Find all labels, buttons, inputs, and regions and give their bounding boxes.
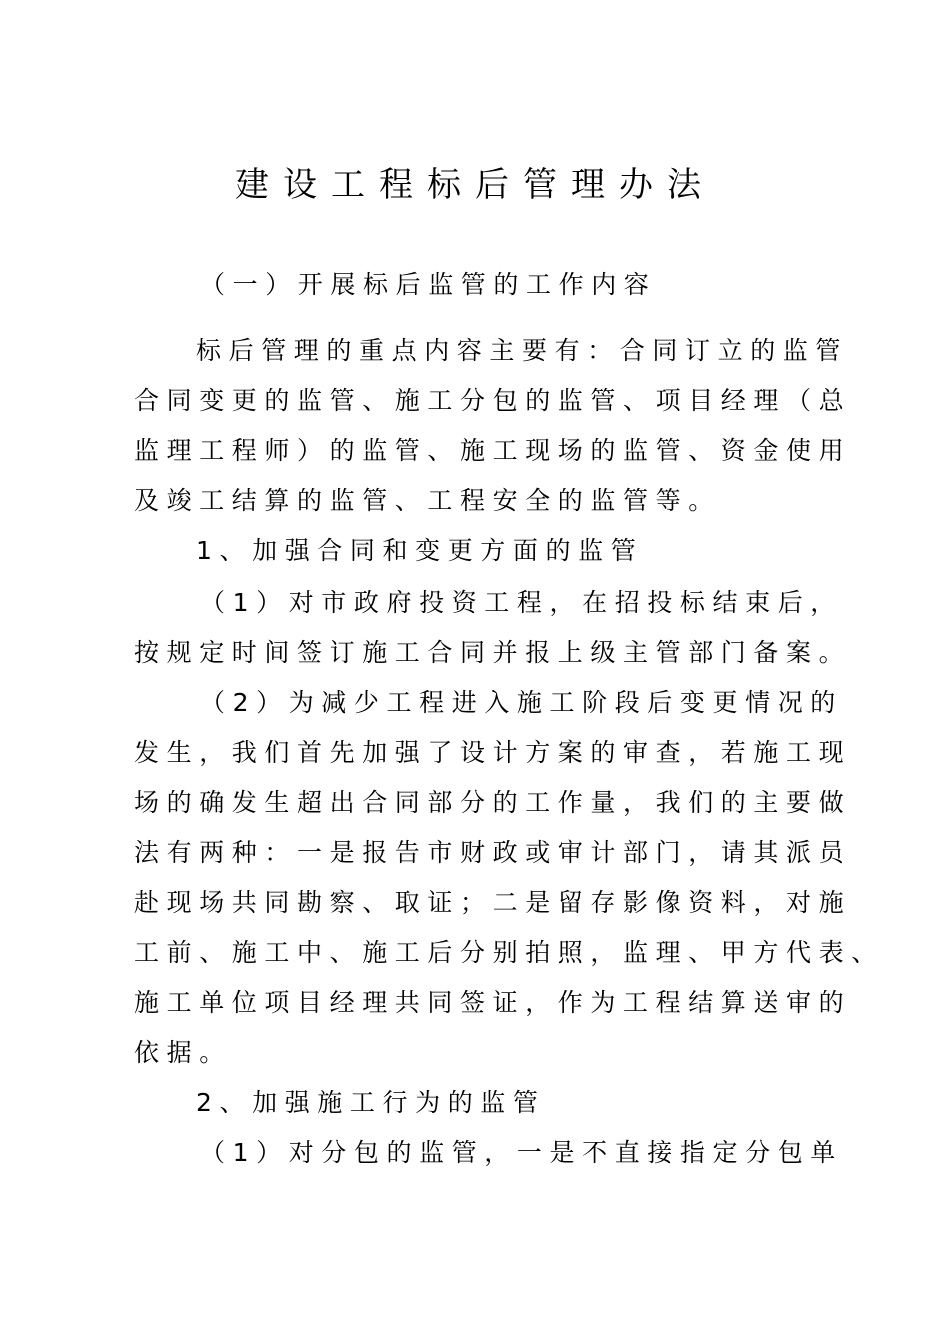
paragraph-line: 监理工程师）的监管、施工现场的监管、资金使用	[134, 436, 852, 465]
section-heading: （一）开展标后监管的工作内容	[200, 270, 657, 299]
paragraph-line: 工前、施工中、施工后分别拍照，监理、甲方代表、	[134, 938, 884, 967]
paragraph-line: 合同变更的监管、施工分包的监管、项目经理（总	[134, 386, 852, 415]
paragraph-line: （1）对分包的监管，一是不直接指定分包单	[200, 1138, 843, 1167]
paragraph-line: 赴现场共同勘察、取证；二是留存影像资料，对施	[134, 888, 852, 917]
paragraph-line: 依据。	[134, 1038, 232, 1067]
paragraph-line: （2）为减少工程进入施工阶段后变更情况的	[200, 688, 843, 717]
paragraph-line: （1）对市政府投资工程，在招投标结束后，	[200, 588, 843, 617]
item-heading: 2、加强施工行为的监管	[196, 1088, 546, 1117]
paragraph-line: 按规定时间签订施工合同并报上级主管部门备案。	[134, 638, 852, 667]
paragraph-line: 法有两种：一是报告市财政或审计部门，请其派员	[134, 838, 852, 867]
paragraph-line: 及竣工结算的监管、工程安全的监管等。	[134, 486, 721, 515]
item-heading: 1、加强合同和变更方面的监管	[196, 536, 644, 565]
document-title: 建设工程标后管理办法	[235, 165, 715, 205]
paragraph-line: 场的确发生超出合同部分的工作量，我们的主要做	[134, 788, 852, 817]
paragraph-line: 发生，我们首先加强了设计方案的审查，若施工现	[134, 738, 852, 767]
paragraph-line: 施工单位项目经理共同签证，作为工程结算送审的	[134, 988, 852, 1017]
paragraph-line: 标后管理的重点内容主要有：合同订立的监管	[196, 336, 849, 365]
